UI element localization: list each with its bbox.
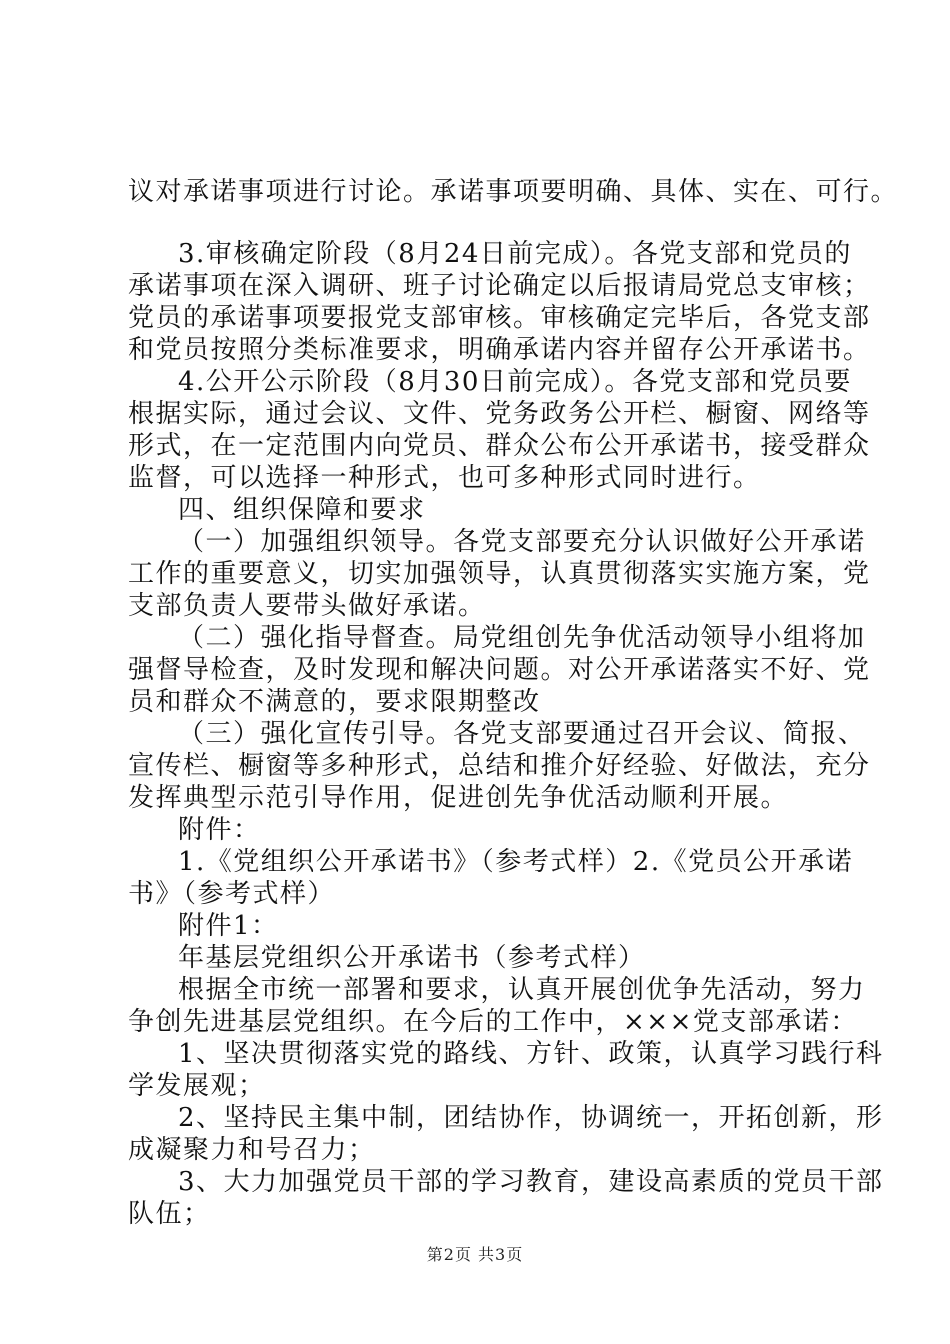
paragraph-line: 支部负责人要带头做好承诺。	[128, 591, 486, 621]
paragraph-line: 2、坚持民主集中制，团结协作，协调统一，开拓创新，形	[178, 1103, 884, 1133]
paragraph-line: 1、坚决贯彻落实党的路线、方针、政策，认真学习践行科	[178, 1039, 884, 1069]
page-footer: 第2页 共3页	[426, 1245, 524, 1264]
paragraph-line: （二）强化指导督查。局党组创先争优活动领导小组将加	[178, 623, 866, 653]
paragraph-line: 工作的重要意义，切实加强领导，认真贯彻落实实施方案，党	[128, 559, 871, 589]
paragraph-line: 议对承诺事项进行讨论。承诺事项要明确、具体、实在、可行。	[128, 177, 899, 207]
paragraph-line: （三）强化宣传引导。各党支部要通过召开会议、简报、	[178, 719, 866, 749]
paragraph-line: （一）加强组织领导。各党支部要充分认识做好公开承诺	[178, 527, 866, 557]
paragraph-line: 形式，在一定范围内向党员、群众公布公开承诺书，接受群众	[128, 431, 871, 461]
paragraph-line: 学发展观；	[128, 1071, 266, 1101]
attachment-label: 附件：	[178, 815, 261, 845]
paragraph-line: 承诺事项在深入调研、班子讨论确定以后报请局党总支审核；	[128, 271, 871, 301]
paragraph-line: 成凝聚力和号召力；	[128, 1135, 376, 1165]
paragraph-line: 1.《党组织公开承诺书》（参考式样）2.《党员公开承诺	[178, 847, 854, 877]
paragraph-line: 根据实际，通过会议、文件、党务政务公开栏、橱窗、网络等	[128, 399, 871, 429]
paragraph-line: 员和群众不满意的，要求限期整改	[128, 687, 541, 717]
paragraph-line: 3、大力加强党员干部的学习教育，建设高素质的党员干部	[178, 1167, 884, 1197]
attachment-title: 年基层党组织公开承诺书（参考式样）	[178, 943, 646, 973]
paragraph-line: 书》（参考式样）	[128, 879, 336, 909]
paragraph-line: 发挥典型示范引导作用，促进创先争优活动顺利开展。	[128, 783, 789, 813]
attachment-label: 附件1：	[178, 911, 279, 941]
section-heading: 四、组织保障和要求	[178, 495, 426, 525]
paragraph-line: 和党员按照分类标准要求，明确承诺内容并留存公开承诺书。	[128, 335, 871, 365]
paragraph-line: 4.公开公示阶段（8月30日前完成）。各党支部和党员要	[178, 367, 852, 397]
paragraph-line: 根据全市统一部署和要求，认真开展创优争先活动，努力	[178, 975, 866, 1005]
paragraph-line: 宣传栏、橱窗等多种形式，总结和推介好经验、好做法，充分	[128, 751, 871, 781]
paragraph-line: 监督，可以选择一种形式，也可多种形式同时进行。	[128, 463, 761, 493]
paragraph-line: 3.审核确定阶段（8月24日前完成）。各党支部和党员的	[178, 239, 852, 269]
paragraph-line: 争创先进基层党组织。在今后的工作中，×××党支部承诺：	[128, 1007, 858, 1037]
paragraph-line: 强督导检查，及时发现和解决问题。对公开承诺落实不好、党	[128, 655, 871, 685]
paragraph-line: 队伍；	[128, 1199, 211, 1229]
paragraph-line: 党员的承诺事项要报党支部审核。审核确定完毕后，各党支部	[128, 303, 871, 333]
